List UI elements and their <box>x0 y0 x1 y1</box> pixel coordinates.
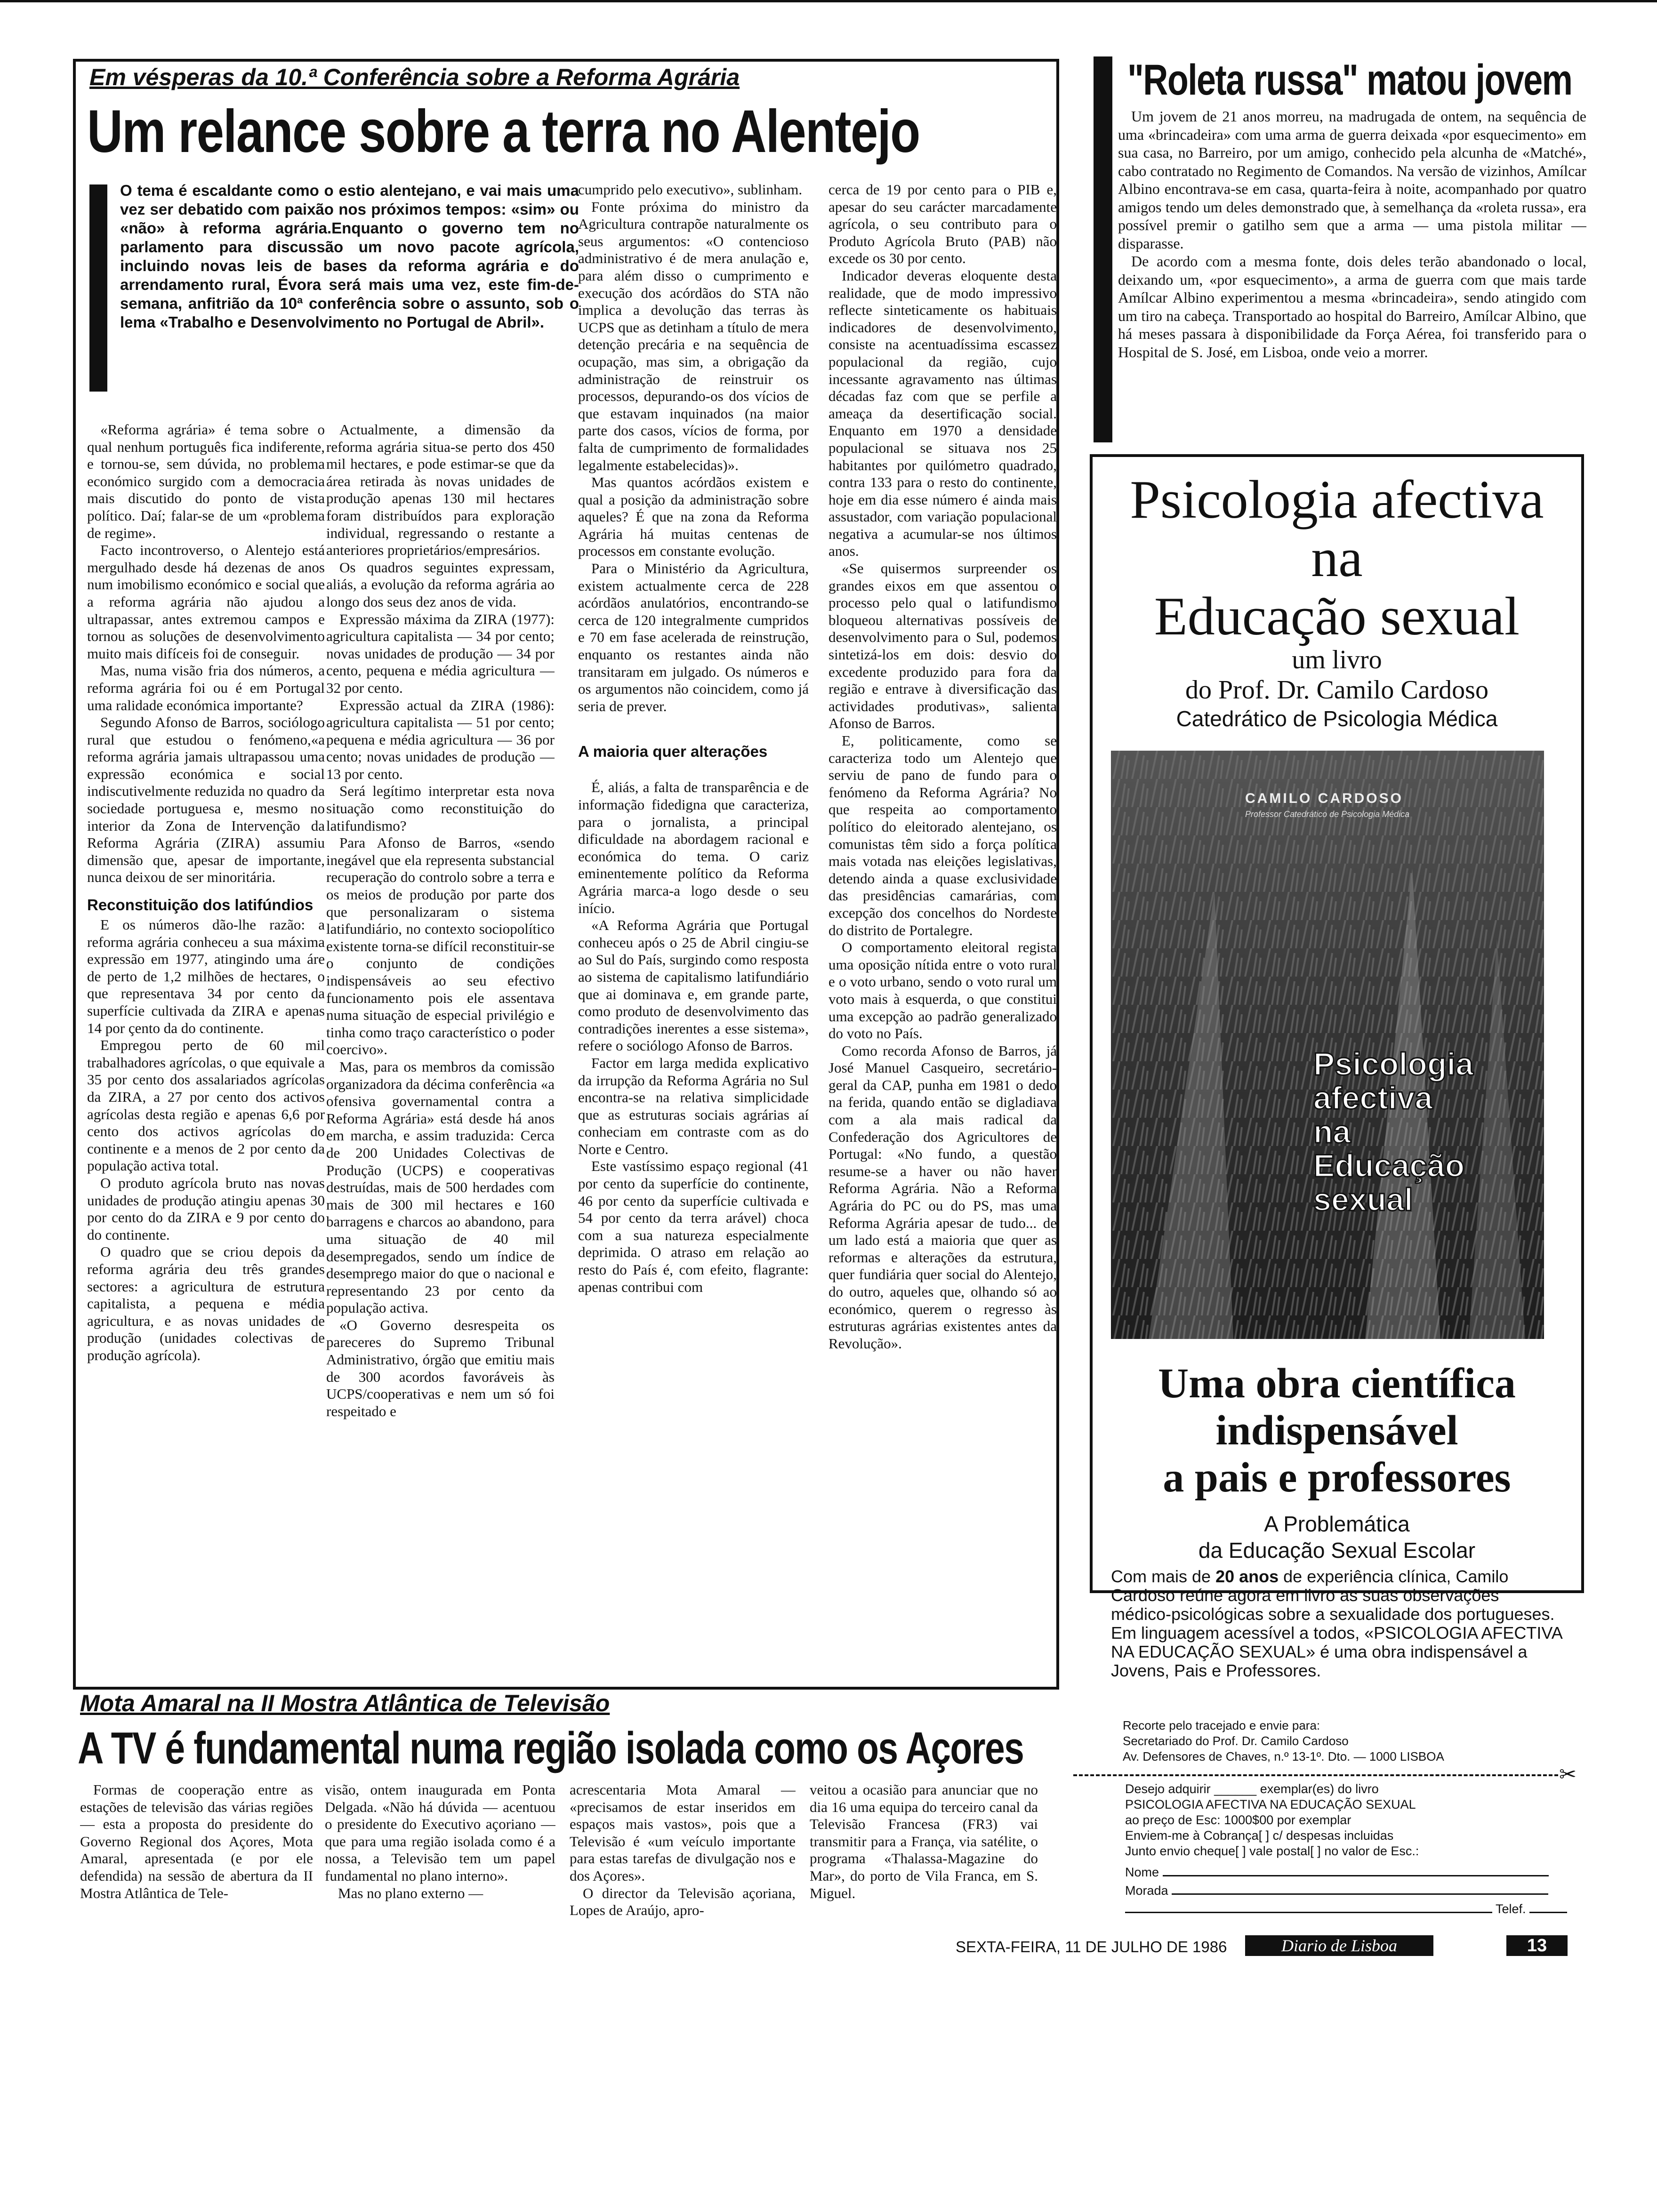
paragraph: cumprido pelo executivo», sublinham. <box>578 181 803 198</box>
paragraph: «Se quisermos surpreender os grandes eixos em que assentou o processo pelo qual o latifundismo bloqueou alternativas possíveis de desenvolvimento para o Sul, podemos sintetizá-los em dois: desvio do excedente produzido para fora da região e entrave à diversificação das actividades produtivas», salienta Afonso de Barros. <box>828 560 1057 732</box>
ad-body-bold: 20 anos <box>1215 1567 1279 1586</box>
lead-bar <box>89 184 107 392</box>
ad-title <box>1092 471 1582 646</box>
tv-headline: A TV é fundamental numa região isolada como os Açores <box>78 1723 1024 1773</box>
paragraph: veitou a ocasião para anunciar que no dia 16 uma equipa do terceiro canal da Televisão Francesa (FR3) vai transmitir para a França, via satélite, o programa «Thalassa-Magazine do Mar», do porto de Vila Franca, em S. Miguel. <box>810 1781 1038 1901</box>
ad-body <box>1111 1567 1563 1680</box>
tv-column-1 <box>80 1781 313 1904</box>
paragraph: O quadro que se criou depois da reforma agrária deu três grandes sectores: a agricultura de estrutura capitalista, a pequena e média agricultura, e as novas unidades de produção (unidades colectivas de produção agrícola). <box>87 1243 325 1363</box>
paragraph: Este vastíssimo espaço regional (41 por cento da superfície do continente, 46 por cento da superfície cultivada e 54 por cento da terra arável) choca com a sua natureza especialmente deprimida. O atraso em relação ao resto do País é, com efeito, flagrante: apenas contribui com <box>578 1158 809 1295</box>
nome-input[interactable] <box>1163 1875 1549 1876</box>
main-column-4 <box>828 181 1057 1683</box>
main-lead: O tema é escaldante como o estio alentejano, e vai mais uma vez ser debatido com paixão nos próximos tempos: «sim» ou «não» à reforma agrária.Enquanto o governo tem no parlamento para discussão um novo pacote agrícola, incluindo novas leis de bases da reforma agrária e do arrendamento rural, Évora será mais uma vez, este fim-de-semana, anfitrião da 10ª conferência sobre o assunto, sob o lema «Trabalho e Desenvolvimento no Portugal de Abril». <box>120 182 579 331</box>
ad-slogan-line: indispensável <box>1215 1407 1458 1454</box>
ad-title-line: Educação sexual <box>1154 586 1520 647</box>
paragraph: Fonte próxima do ministro da Agricultura contrapõe naturalmente os seus argumentos: «O contencioso administrativo é de mera anulação e, para além disso o cumprimento e execução dos acórdãos do STA não implica a devolução das terras às UCPS que as detinham a título de mera detenção precária e na sequência de ocupação, mas sim, a obrigação da administração de reinstruir os processos, depurando-os dos vícios de que estavam inquinados (na maior parte dos casos, vícios de forma, por falta de cumprimento de formalidades legalmente estabelecidas)». <box>578 198 809 473</box>
ad-body-text: Com mais de <box>1111 1567 1216 1586</box>
paragraph: Será legítimo interpretar esta nova situação como reconstituição do latifundismo? <box>326 783 555 834</box>
subhead: A maioria quer alterações <box>578 743 768 761</box>
ad-subtitle-line: um livro <box>1292 645 1382 674</box>
cover-title-line: na <box>1313 1114 1351 1150</box>
tv-column-2 <box>325 1781 555 1904</box>
ad-sub-line: A Problemática <box>1264 1512 1410 1536</box>
main-kicker: Em vésperas da 10.ª Conferência sobre a Reforma Agrária <box>89 64 740 90</box>
ad-clip-instructions <box>1123 1718 1575 1764</box>
paragraph: cerca de 19 por cento para o PIB e, apesar do seu carácter marcadamente agrícola, o seu contributo para o Produto Agrícola Bruto (PAB) não excede os 30 por cento. <box>828 181 1057 267</box>
cover-title-line: sexual <box>1313 1182 1413 1218</box>
ad-slogan-line: Uma obra científica <box>1158 1360 1516 1407</box>
ad-title-line: Psicologia afectiva <box>1130 470 1544 530</box>
scissors-icon: ✂ <box>1559 1763 1577 1786</box>
coupon-line: Enviem-me à Cobrança[ ] c/ despesas incluidas <box>1125 1828 1394 1843</box>
morada-input-2[interactable] <box>1125 1912 1492 1913</box>
paragraph: Mas, para os membros da comissão organizadora da décima conferência «a ofensiva governamental contra a Reforma Agrária» está desde há anos em marcha, e assim traduzida: Cerca de 200 Unidades Colectivas de Produção (UCPS) e cooperativas destruídas, mais de 500 herdades com mais de 300 mil hectares e 160 barragens e charcos ao abandono, para uma situação de 40 mil desempregados, sendo um índice de desemprego maior do que o nacional e representando 23 por cento da população activa. <box>326 1058 555 1316</box>
paragraph: «O Governo desrespeita os pareceres do Supremo Tribunal Administrativo, órgão que emitiu mais de 300 acordos favoráveis às UCPS/cooperativas e nem um só foi respeitado e <box>326 1316 555 1419</box>
roleta-bar <box>1094 56 1112 442</box>
coupon-cut-line <box>1073 1774 1558 1776</box>
book-cover-texture <box>1111 751 1544 1339</box>
top-rule <box>0 0 1657 2</box>
coupon-line: PSICOLOGIA AFECTIVA NA EDUCAÇÃO SEXUAL <box>1125 1797 1416 1811</box>
main-column-1 <box>87 421 325 1683</box>
telef-input[interactable] <box>1529 1912 1567 1913</box>
paragraph: O director da Televisão açoriana, Lopes de Araújo, apro- <box>570 1884 796 1919</box>
paragraph: visão, ontem inaugurada em Ponta Delgada. «Não há dúvida — acentuou o presidente do Executivo açoriano — que para uma região isolada como é a nossa, a Televisão tem um papel fundamental no plano interno». <box>325 1781 555 1884</box>
ad-sub <box>1092 1511 1582 1563</box>
paragraph: Formas de cooperação entre as estações de televisão das várias regiões — esta a proposta do presidente do Governo Regional dos Açores, Mota Amaral, apresentada (e por ele defendida) na sessão de abertura da II Mostra Atlântica de Tele- <box>80 1781 313 1901</box>
paragraph: Empregou perto de 60 mil trabalhadores agrícolas, o que equivale a 35 por cento dos assalariados agrícolas da ZIRA, a 27 por cento dos activos agrícolas desta região e apenas 6,6 por cento dos activos agrícolas do continente e a menos de 2 por cento da população activa total. <box>87 1037 325 1174</box>
main-column-2 <box>326 421 555 1683</box>
paragraph: Facto incontroverso, o Alentejo está mergulhado desde há dezenas de anos num imobilismo económico e social que a reforma agrária não ajudou a ultrapassar, antes extremou campos e tornou as soluções de desenvolvimento muito mais difíceis foi de conseguir. <box>87 542 325 662</box>
paragraph: Actualmente, a dimensão da reforma agrária situa-se perto dos 450 mil hectares, e pode estimar-se que da área retirada às novas unidades de produção apenas 130 mil hectares foram distribuídos para exploração individual, regressando o restante a anteriores proprietários/empresários. <box>326 421 555 559</box>
tv-kicker: Mota Amaral na II Mostra Atlântica de Televisão <box>80 1690 610 1716</box>
ad-slogan <box>1092 1360 1582 1501</box>
subhead: Reconstituição dos latifúndios <box>87 896 314 914</box>
paragraph: E, politicamente, como se caracteriza todo um Alentejo que serviu de pano de fundo para o fenómeno da Reforma Agrária? No que respeita ao comportamento político do eleitorado alentejano, os comunistas têm sido a força política mais votada nas eleições legislativas, detendo ainda a quase exclusividade das presidências camarárias, com excepção dos concelhos do Nordeste do distrito de Portalegre. <box>828 732 1057 938</box>
cover-author-sub: Professor Catedrático de Psicologia Médica <box>1245 809 1410 819</box>
paragraph: «A Reforma Agrária que Portugal conheceu após o 25 de Abril cingiu-se ao Sul do País, surgindo como resposta ao sistema de capitalismo latifundiário que ai dominava e, em grande parte, como produto de desenvolvimento das contradições inerentes a esse sistema», refere o sociólogo Afonso de Barros. <box>578 917 809 1054</box>
paragraph: acrescentaria Mota Amaral — «precisamos de estar inseridos em espaços mais vastos», pois que a Televisão é «um veículo importante para estas tarefas de divulgação nos e dos Açores». <box>570 1781 796 1884</box>
ad-subtitle <box>1092 645 1582 732</box>
clip-line: Secretariado do Prof. Dr. Camilo Cardoso <box>1123 1734 1349 1748</box>
paragraph: Um jovem de 21 anos morreu, na madrugada de ontem, na sequência de uma «brincadeira» com uma arma de guerra deixada «por esquecimento» em sua casa, no Barreiro, por um amigo, conhecido pela alcunha de «Matché», cabo contratado no Regimento de Comandos. Na versão de vizinhos, Amílcar Albino encontrava-se em casa, quarta-feira à noite, acompanhado por quatro amigos tendo um deles demonstrado que, à semelhança da «roleta russa», era possível premir o gatilho sem que a arma — uma pistola militar — disparasse. <box>1118 108 1586 252</box>
cover-title-line: afectiva <box>1313 1080 1433 1116</box>
coupon-line: ao preço de Esc: 1000$00 por exemplar <box>1125 1813 1351 1827</box>
main-column-3 <box>578 181 809 1683</box>
tv-column-3 <box>570 1781 796 1927</box>
paragraph: O produto agrícola bruto nas novas unidades de produção atingiu apenas 30 por cento do da ZIRA e 9 por cento do do continente. <box>87 1174 325 1243</box>
ad-subtitle-line: do Prof. Dr. Camilo Cardoso <box>1185 675 1488 705</box>
paragraph: Mas, numa visão fria dos números, a reforma agrária foi ou é em Portugal uma ralidade económica importante? <box>87 662 325 713</box>
paragraph: Mas no plano externo — <box>338 1884 483 1901</box>
footer-date: SEXTA-FEIRA, 11 DE JULHO DE 1986 <box>956 1938 1227 1956</box>
main-headline: Um relance sobre a terra no Alentejo <box>87 98 920 165</box>
coupon-field-nome <box>1125 1865 1572 1880</box>
coupon-field-telef <box>1125 1901 1572 1917</box>
paragraph: Factor em larga medida explicativo da irrupção da Reforma Agrária no Sul encontra-se na relativa simplicidade que as estruturas sociais agrárias aí conheciam em contraste com as do Norte e Centro. <box>578 1054 809 1157</box>
paragraph: E os números dão-lhe razão: a reforma agrária conheceu a sua máxima expressão em 1977, atingindo uma áre de perto de 1,2 milhões de hectares, o que representava 34 por cento da superfície cultivada da ZIRA e apenas 14 por çento da do continente. <box>87 916 325 1036</box>
field-label: Telef. <box>1496 1902 1526 1916</box>
roleta-body <box>1118 107 1586 446</box>
ad-body-1 <box>1111 1567 1563 1624</box>
ad-title-line: na <box>1311 528 1363 588</box>
paragraph: Mas quantos acórdãos existem e qual a posição da administração sobre aqueles? É que na zona da Reforma Agrária há muitas centenas de processos em constante evolução. <box>578 474 809 560</box>
ad-sub-line: da Educação Sexual Escolar <box>1198 1538 1476 1563</box>
cover-title-line: Psicologia <box>1313 1046 1474 1082</box>
roleta-headline: "Roleta russa" matou jovem <box>1127 56 1572 104</box>
paragraph: Expressão máxima da ZIRA (1977): agricultura capitalista — 34 por cento; novas unidades de produção — 34 por cento, pequena e média agricultura — 32 por cento. <box>326 610 555 696</box>
paragraph: Como recorda Afonso de Barros, já José Manuel Casqueiro, secretário-geral da CAP, punha em 1981 o dedo na ferida, quando então se digladiava com a ala mais radical da Confederação dos Agricultores de Portugal: «No fundo, a questão resume-se a haver ou não haver Reforma Agrária. Não a Reforma Agrária do PC ou do PS, mas uma Reforma Agrária apesar de tudo... de um lado está a maioria que quer as reformas e alterações da estrutura, quer fundiária quer social do Alentejo, do outro, aqueles que, olhando só ao económico, querem o regresso às estruturas agrárias existentes antes da Revolução». <box>828 1042 1057 1352</box>
ad-body-text: de experiência clínica, Camilo Cardoso reúne agora em livro as suas observações médico-psicológicas sobre a sexualidade dos portugueses. <box>1111 1567 1555 1624</box>
coupon-field-morada <box>1125 1883 1572 1899</box>
cover-title <box>1313 1047 1473 1217</box>
ad-slogan-line: a pais e professores <box>1163 1454 1511 1501</box>
paragraph: Para o Ministério da Agricultura, existem actualmente cerca de 228 acórdãos anulatórios, encontrando-se cerca de 120 integralmente cumpridos e 70 em fase acelerada de reinstrução, enquanto os restantes ainda não transitaram em julgado. Os números e os argumentos não coincidem, como já seria de prever. <box>578 560 809 714</box>
paragraph: «Reforma agrária» é tema sobre o qual nenhum português fica indiferente, e tornou-se, sem dúvida, no problema económico surgido com a democracia mais discutido do ponto de vista político. Daí; falar-se de um «problema de regime». <box>87 421 325 541</box>
coupon-line: Desejo adquirir ______ exemplar(es) do livro <box>1125 1782 1379 1796</box>
footer-page-number <box>1506 1935 1568 1956</box>
field-label: Nome <box>1125 1865 1159 1879</box>
ad-subtitle-line: Catedrático de Psicologia Médica <box>1176 706 1498 731</box>
paragraph: Os quadros seguintes expressam, aliás, a evolução da reforma agrária ao longo dos seus dez anos de vida. <box>326 559 555 610</box>
coupon-line: Junto envio cheque[ ] vale postal[ ] no valor de Esc.: <box>1125 1844 1419 1858</box>
page-number: 13 <box>1527 1936 1547 1956</box>
paragraph: É, aliás, a falta de transparência e de informação fidedigna que caracteriza, para o jornalista, a principal dificuldade na abordagem racional e económica do tema. O cariz eminentemente político da Reforma Agrária marca-a logo desde o seu início. <box>578 779 809 916</box>
tv-column-4 <box>810 1781 1038 1927</box>
clip-line: Av. Defensores de Chaves, n.º 13-1º. Dto. — 1000 LISBOA <box>1123 1749 1444 1763</box>
coupon-form <box>1125 1781 1572 1917</box>
cover-title-line: Educação <box>1313 1148 1465 1184</box>
field-label: Morada <box>1125 1883 1168 1898</box>
paragraph: Expressão actual da ZIRA (1986): agricultura capitalista — 51 por cento; pequena e média agricultura — 36 por cento; novas unidades de produção — 13 por cento. <box>326 697 555 782</box>
paragraph: Para Afonso de Barros, «sendo inegável que ela representa substancial recuperação do controlo sobre a terra e os meios de produção por parte dos que personalizaram o sistema latifundiário, no contexto sociopolítico existente torna-se difícil reconstituir-se o conjunto de condições indispensáveis ao seu efectivo funcionamento pois ele assentava numa situação de especial privilégio e tinha como traço característico o poder coercivo». <box>326 834 555 1058</box>
cover-author: CAMILO CARDOSO <box>1245 791 1403 806</box>
paragraph: De acordo com a mesma fonte, dois deles terão abandonado o local, deixando um, «por esquecimento», a arma de guerra com que mais tarde Amílcar Albino experimentou a mesma «brincadeira», sendo atingido com um tiro na cabeça. Transportado ao hospital do Barreiro, Amílcar Albino, que há meses passara à disponibilidade da Força Aérea, foi transferido para o Hospital de S. José, em Lisboa, onde veio a morrer. <box>1118 253 1586 361</box>
paragraph: Segundo Afonso de Barros, sociólogo rural que estudou o fenómeno,«a reforma agrária jamais ultrapassou uma expressão económica e social indiscutivelmente reduzida no quadro da sociedade portuguesa e, mesmo no interior da Zona de Intervenção da Reforma Agrária (ZIRA) assumiu dimensão que, apesar de importante, nunca deixou de ser minoritária. <box>87 714 325 886</box>
clip-line: Recorte pelo tracejado e envie para: <box>1123 1718 1320 1732</box>
footer-masthead <box>1245 1935 1433 1956</box>
paragraph: O comportamento eleitoral regista uma oposição nítida entre o voto rural e o voto urbano, sendo o voto rural um voto mais à esquerda, o que constitui uma excepção ao padrão generalizado do voto no País. <box>828 939 1057 1042</box>
book-cover-image <box>1111 751 1544 1339</box>
masthead-text: Diario de Lisboa <box>1281 1936 1398 1955</box>
morada-input[interactable] <box>1172 1893 1548 1895</box>
paragraph: Indicador deveras eloquente desta realidade, que de modo impressivo reflecte sinteticamente os habituais indicadores de desenvolvimento, consiste na acentuadíssima escassez populacional da região, cujo incessante agravamento nas últimas décadas faz com que se perfile a ameaça da desertificação social. Enquanto em 1970 a densidade populacional se situava nos 25 habitantes por quilómetro quadrado, contra 133 para o resto do continente, hoje em dia esse número é ainda mais assustador, com variação populacional negativa a acumular-se nos últimos anos. <box>828 267 1057 560</box>
ad-body-2: Em linguagem acessível a todos, «PSICOLOGIA AFECTIVA NA EDUCAÇÃO SEXUAL» é uma obra indispensável a Jovens, Pais e Professores. <box>1111 1623 1562 1680</box>
